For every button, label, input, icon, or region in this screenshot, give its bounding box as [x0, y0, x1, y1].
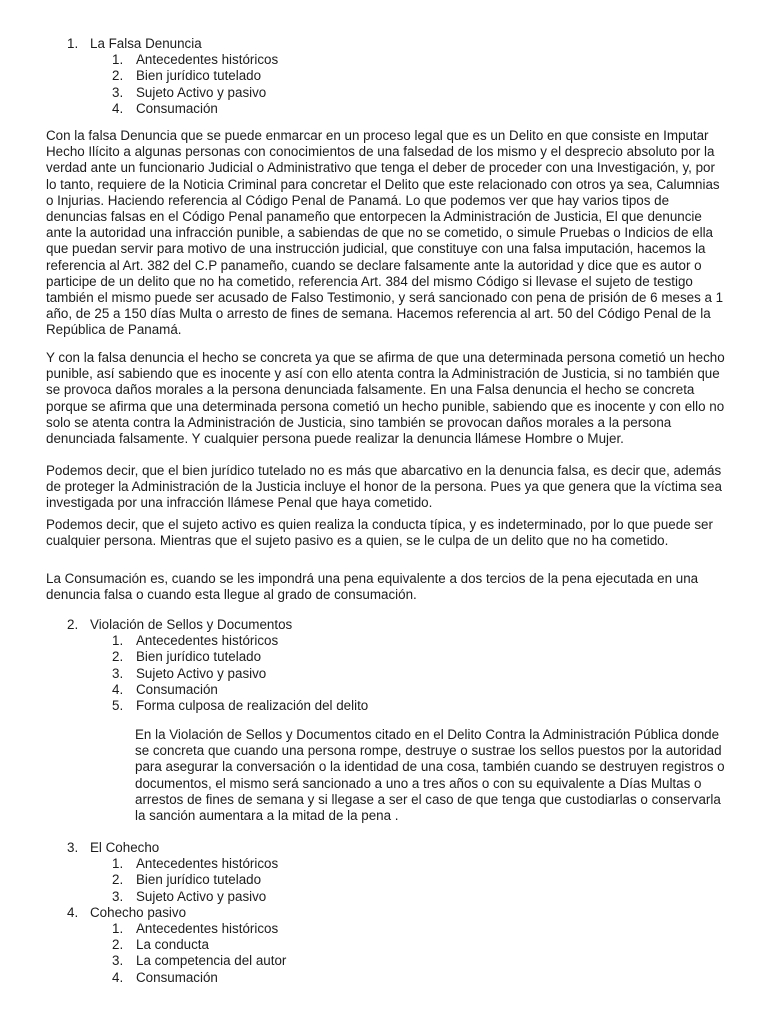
- list-number: 4.: [67, 904, 79, 920]
- list-item: [0, 649, 768, 665]
- list-number: 1.: [112, 633, 124, 649]
- list-item-label: Bien jurídico tutelado: [136, 68, 262, 84]
- list-item: [0, 85, 768, 101]
- list-item-label: Consumación: [136, 681, 218, 697]
- paragraph: Podemos decir, que el bien jurídico tutelado no es más que abarcativo en la denuncia falsa, es decir que, además de proteger la Administración de la Justicia incluye el honor de la persona. Pues ya que genera que la víctima sea investigada por una infracción llámese Penal que haya cometido.: [46, 463, 722, 511]
- list-item-label: La conducta: [136, 937, 209, 953]
- paragraph: Y con la falsa denuncia el hecho se concreta ya que se afirma de que una determinada persona cometió un hecho punible, así sabiendo que es inocente y así con ello atenta contra la Administración de Justicia, si no también que se provoca daños morales a la persona denunciada falsamente. En una Falsa denuncia el hecho se concreta porque se afirma que una determinada persona cometió un hecho punible, sabiendo que es inocente y con ello no solo se atenta contra la Administración de Justicia, sino también se provocan daños morales a la persona denunciada falsamente. Y cualquier persona puede realizar la denuncia llámese Hombre o Mujer.: [46, 350, 725, 447]
- list-item-label: Antecedentes históricos: [136, 52, 279, 68]
- list-item: [0, 101, 768, 117]
- section-3-heading: [0, 840, 768, 856]
- list-number: 2.: [112, 649, 124, 665]
- list-number: 4.: [112, 681, 124, 697]
- list-item-label: Sujeto Activo y pasivo: [136, 888, 267, 904]
- list-item: [0, 666, 768, 682]
- list-number: 1.: [112, 921, 124, 937]
- list-number: 2.: [112, 937, 124, 953]
- list-number: 1.: [67, 36, 79, 51]
- list-number: 4.: [112, 969, 124, 985]
- section-1-list: [0, 36, 768, 117]
- list-item: [0, 633, 768, 649]
- list-number: 1.: [112, 856, 124, 872]
- list-item: [0, 970, 768, 986]
- list-item-label: Bien jurídico tutelado: [136, 872, 262, 888]
- list-number: 1.: [112, 52, 124, 68]
- section-1-heading: [0, 36, 768, 52]
- section-3-list: [0, 840, 768, 986]
- list-item-label: Consumación: [136, 100, 218, 116]
- section-2-list: [0, 617, 768, 714]
- list-item: [0, 682, 768, 698]
- list-number: 3.: [67, 840, 79, 855]
- list-item-label: Sujeto Activo y pasivo: [136, 84, 267, 100]
- list-item: [0, 872, 768, 888]
- list-number: 5.: [112, 698, 124, 714]
- paragraph: Podemos decir, que el sujeto activo es quien realiza la conducta típica, y es indeterminado, por lo que puede ser cualquier persona. Mientras que el sujeto pasivo es a quien, se le culpa de un delito que no ha cometido.: [46, 517, 713, 549]
- list-number: 2.: [112, 68, 124, 84]
- list-item: [0, 68, 768, 84]
- list-number: 3.: [112, 665, 124, 681]
- list-item: [0, 698, 768, 714]
- section-title: El Cohecho: [90, 840, 160, 855]
- list-item-label: Bien jurídico tutelado: [136, 649, 262, 665]
- list-item-label: Forma culposa de realización del delito: [136, 698, 369, 714]
- list-item-label: La competencia del autor: [136, 953, 287, 969]
- section-title: Violación de Sellos y Documentos: [90, 617, 293, 632]
- list-item-label: Sujeto Activo y pasivo: [136, 665, 267, 681]
- list-item-label: Antecedentes históricos: [136, 856, 279, 872]
- list-item: [0, 52, 768, 68]
- list-item-label: Antecedentes históricos: [136, 633, 279, 649]
- list-item: [0, 921, 768, 937]
- list-item: [0, 937, 768, 953]
- section-title: La Falsa Denuncia: [90, 36, 202, 51]
- section-4-heading: [0, 905, 768, 921]
- list-item: [0, 889, 768, 905]
- section-2-heading: [0, 617, 768, 633]
- list-number: 3.: [112, 953, 124, 969]
- list-item-label: Antecedentes históricos: [136, 921, 279, 937]
- list-number: 2.: [67, 617, 79, 632]
- section-title: Cohecho pasivo: [90, 904, 187, 920]
- list-item: [0, 953, 768, 969]
- list-number: 3.: [112, 888, 124, 904]
- paragraph: En la Violación de Sellos y Documentos citado en el Delito Contra la Administración Pública donde se concreta que cuando una persona rompe, destruye o sustrae los sellos puestos por la autoridad para asegurar la conversación o la identidad de una cosa, también cuando se destruyen registros o documentos, el mismo será sancionado a uno a tres años o con su equivalente a Días Multas o arrestos de fines de semana y si llegase a ser el caso de que tenga que custodiarlas o conservarla la sanción aumentara a la mitad de la pena .: [135, 727, 725, 824]
- list-item: [0, 856, 768, 872]
- paragraph: Con la falsa Denuncia que se puede enmarcar en un proceso legal que es un Delito en que consiste en Imputar Hecho Ilícito a algunas personas con conocimientos de una falsedad de los mismo y el desprecio absoluto por la verdad ante un funcionario Judicial o Administrativo que tenga el deber de proceder con una Investigación, y, por lo tanto, requiere de la Noticia Criminal para concretar el Delito que este relacionado con otros ya sea, Calumnias o Injurias. Haciendo referencia al Código Penal de Panamá. Lo que podemos ver que hay varios tipos de denuncias falsas en el Código Penal panameño que entorpecen la Administración de Justicia, El que denuncie ante la autoridad una infracción punible, a sabiendas de que no se cometido, o simule Pruebas o Indicios de ella que puedan servir para motivo de una instrucción judicial, que constituye con una falsa imputación, hacemos la referencia al Art. 382 del C.P panameño, cuando se declare falsamente ante la autoridad y dice que es autor o participe de un delito que no ha cometido, referencia Art. 384 del mismo Código si llevase el sujeto de testigo también el mismo puede ser acusado de Falso Testimonio, y será sancionado con pena de prisión de 6 meses a 1 año, de 25 a 150 días Multa o arresto de fines de semana. Hacemos referencia al art. 50 del Código Penal de la República de Panamá.: [46, 128, 724, 338]
- paragraph: La Consumación es, cuando se les impondrá una pena equivalente a dos tercios de la pena ejecutada en una denuncia falsa o cuando esta llegue al grado de consumación.: [46, 571, 699, 603]
- list-number: 4.: [112, 100, 124, 116]
- list-number: 3.: [112, 84, 124, 100]
- list-item-label: Consumación: [136, 969, 218, 985]
- list-number: 2.: [112, 872, 124, 888]
